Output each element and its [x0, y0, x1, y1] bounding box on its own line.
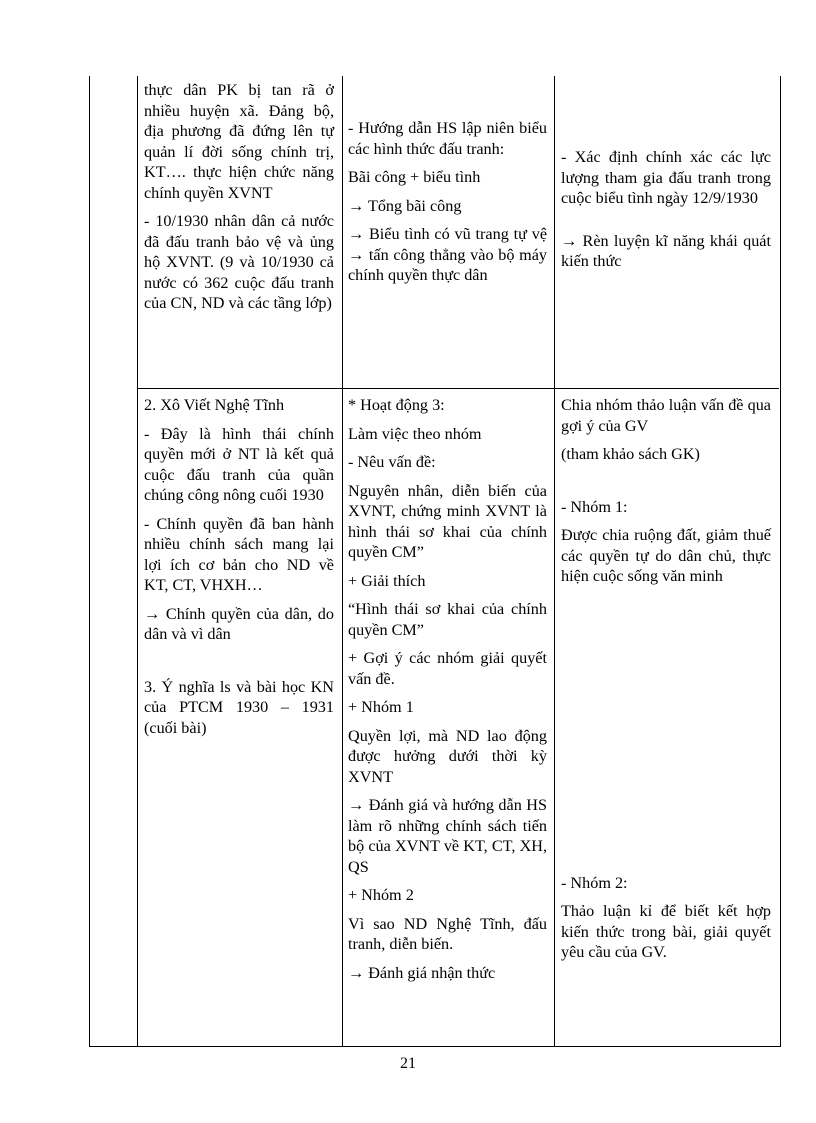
row1-content-para: thực dân PK bị tan rã ở nhiều huyện xã. Đảng bộ, địa phương đã đứng lên tự quản lí đời sống chính trị, KT…. thực hiện chức năng chính quyền XVNT — [144, 81, 334, 202]
row2-teacher-para: → Đánh giá và hướng dẫn HS làm rõ những chính sách tiến bộ của XVNT về KT, CT, XH, QS — [348, 796, 547, 876]
row1-teacher-para: - Hướng dẫn HS lập niên biểu các hình thức đấu tranh: — [348, 119, 547, 158]
row1-content-cell — [144, 80, 334, 322]
row2-teacher-para: + Giải thích — [348, 571, 426, 590]
page-number: 21 — [400, 1055, 416, 1072]
row1-teacher-cell — [348, 118, 547, 294]
row2-teacher-para: “Hình thái sơ khai của chính quyền CM” — [348, 600, 547, 639]
row2-teacher-para: Vì sao ND Nghệ Tĩnh, đấu tranh, diễn biến. — [348, 914, 547, 953]
row2-content-cell — [144, 395, 334, 746]
group-label: - Nhóm 2: — [561, 873, 628, 892]
column-divider — [137, 76, 138, 1047]
row2-teacher-cell — [348, 395, 547, 991]
row1-student-cell — [561, 147, 771, 280]
row1-teacher-para: → Biểu tình có vũ trang tự vệ → tấn công thẳng vào bộ máy chính quyền thực dân — [348, 225, 547, 284]
row2-content-para: - Đây là hình thái chính quyền mới ở NT là kết quả cuộc đấu tranh của quần chúng công nông cuối 1930 — [144, 424, 334, 504]
section-heading: 3. Ý nghĩa ls và bài học KN của PTCM 1930 – 1931 (cuối bài) — [144, 677, 334, 737]
row2-content-para: → Chính quyền của dân, do dân và vì dân — [144, 604, 334, 643]
group-label: + Nhóm 2 — [348, 886, 414, 904]
row2-student-para: Được chia ruộng đất, giảm thuế các quyền tự do dân chủ, thực hiện cuộc sống văn minh — [561, 526, 771, 585]
group-label: - Nhóm 1: — [561, 497, 628, 516]
activity-heading: * Hoạt động 3: — [348, 396, 445, 414]
row2-content-para: - Chính quyền đã ban hành nhiều chính sách mang lại lợi ích cơ bản cho ND về KT, CT, VHXH… — [144, 514, 334, 594]
row2-teacher-para: Làm việc theo nhóm — [348, 424, 482, 443]
row2-teacher-para: Nguyên nhân, diễn biến của XVNT, chứng minh XVNT là hình thái sơ khai của chính quyền CM” — [348, 481, 547, 561]
section-heading: 2. Xô Viết Nghệ Tĩnh — [144, 396, 285, 414]
row1-teacher-para: → Tổng bãi công — [348, 196, 462, 215]
row2-teacher-para: + Gợi ý các nhóm giải quyết vấn đề. — [348, 649, 547, 688]
row2-student-cell — [561, 395, 771, 971]
column-divider — [554, 76, 555, 1047]
group-label: + Nhóm 1 — [348, 698, 414, 716]
row1-student-para: - Xác định chính xác các lực lượng tham gia đấu tranh trong cuộc biểu tình ngày 12/9/1930 — [561, 148, 771, 207]
row-divider — [137, 388, 779, 389]
column-divider — [342, 76, 343, 1047]
row1-content-para: - 10/1930 nhân dân cả nước đã đấu tranh bảo vệ và ủng hộ XVNT. (9 và 10/1930 cả nước có 362 cuộc đấu tranh của CN, ND và các tầng lớp) — [144, 212, 334, 312]
row2-teacher-para: → Đánh giá nhận thức — [348, 963, 496, 982]
row2-student-para: Chia nhóm thảo luận vấn đề qua gợi ý của GV — [561, 396, 771, 435]
row1-teacher-para: Bãi công + biểu tình — [348, 168, 481, 186]
row2-teacher-para: Quyền lợi, mà ND lao động được hưởng dưới thời kỳ XVNT — [348, 726, 547, 786]
row2-student-para: Thảo luận kỉ để biết kết hợp kiến thức trong bài, giải quyết yêu cầu của GV. — [561, 902, 771, 961]
row1-student-para: → Rèn luyện kĩ năng khái quát kiến thức — [561, 231, 771, 270]
row2-student-para: (tham khảo sách GK) — [561, 445, 700, 463]
row2-teacher-para: - Nêu vấn đề: — [348, 453, 436, 471]
